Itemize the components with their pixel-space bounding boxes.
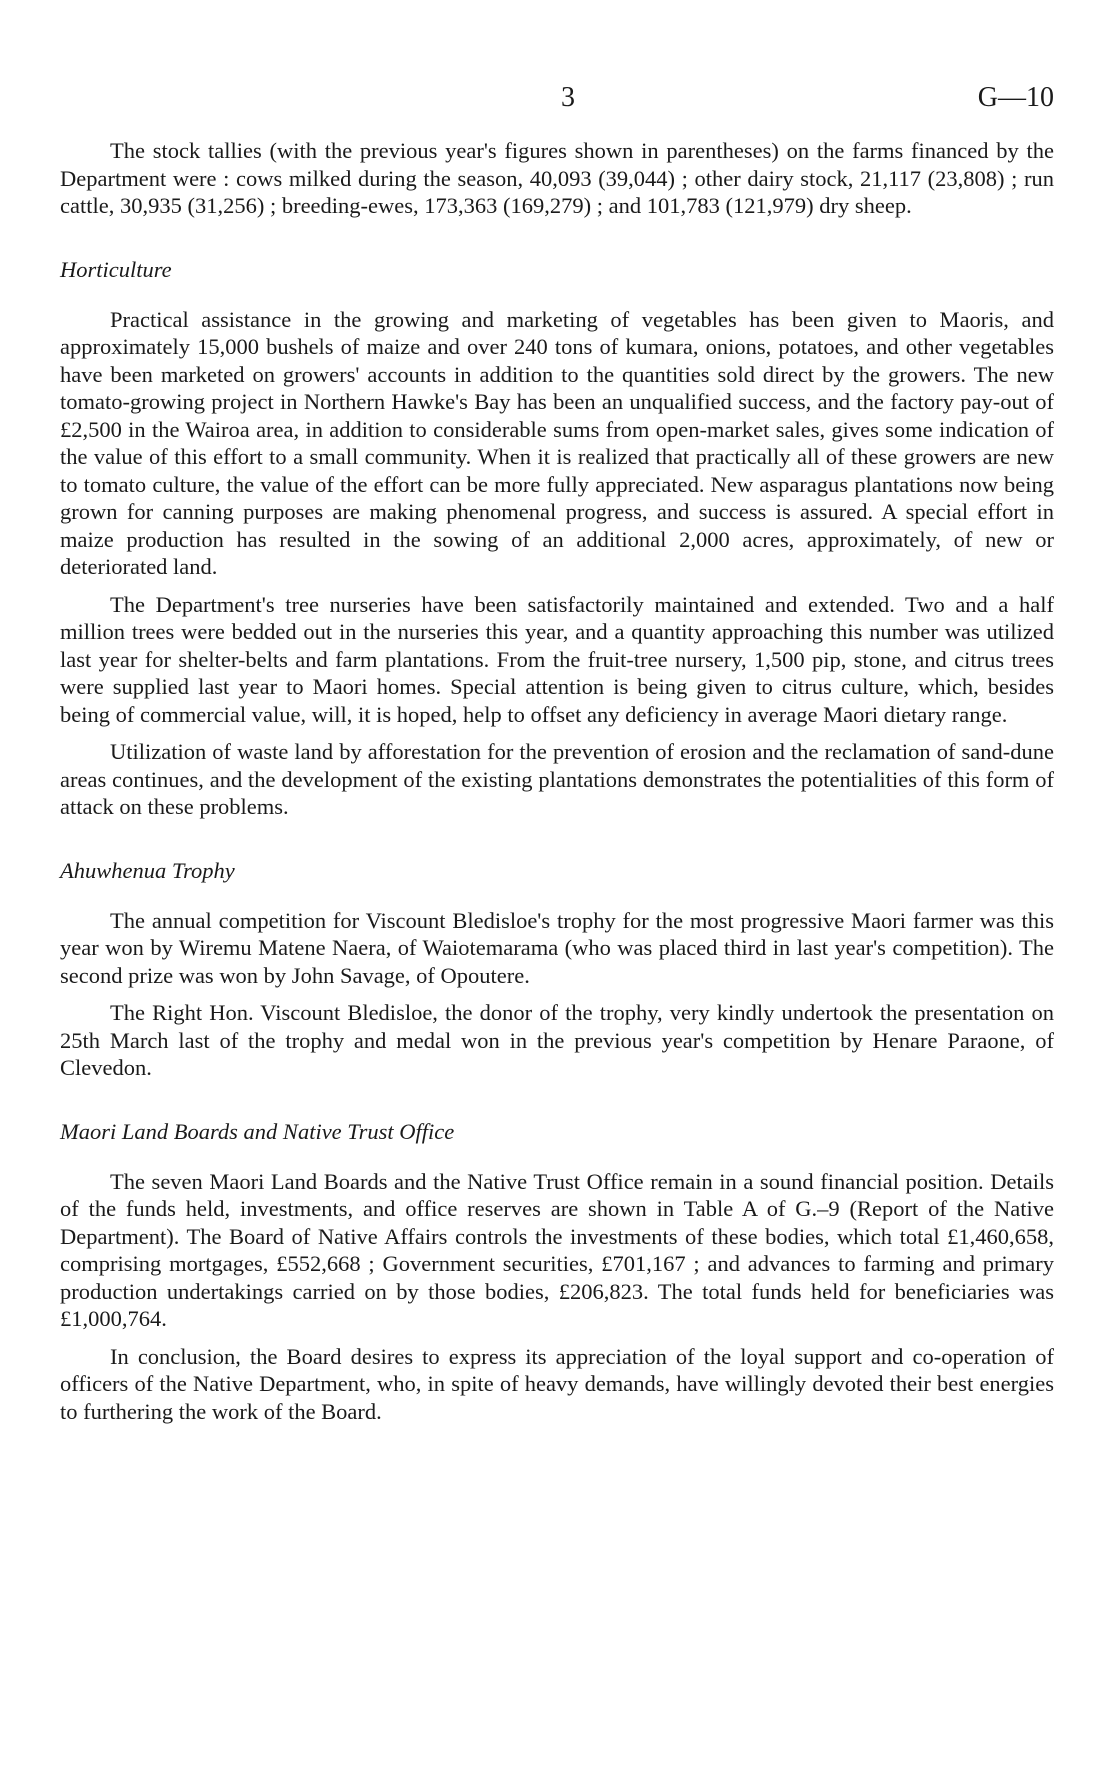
page-number: 3 <box>561 82 575 113</box>
ahuwhenua-paragraph-1: The annual competition for Viscount Bledisloe's trophy for the most progressive Maori farmer was this year won by Wiremu Matene Naera, of Waiotemarama (who was placed third in last year's competition). The second prize was won by John Savage, of Opoutere. <box>60 907 1054 988</box>
horticulture-paragraph-2: The Department's tree nurseries have been satisfactorily maintained and extended. Two and a half million trees were bedded out in the nurseries this year, and a quantity approaching this number was utilized last year for shelter-belts and farm plantations. From the fruit-tree nursery, 1,500 pip, stone, and citrus trees were supplied last year to Maori homes. Special attention is being given to citrus culture, which, besides being of commercial value, will, it is hoped, help to offset any deficiency in average Maori dietary range. <box>60 591 1054 727</box>
land-boards-paragraph-1: The seven Maori Land Boards and the Native Trust Office remain in a sound financial position. Details of the funds held, investments, and office reserves are shown in Table A of G.–9 (Report of the Native Department). The Board of Native Affairs controls the investments of these bodies, which total £1,460,658, comprising mortgages, £552,668 ; Government securities, £701,167 ; and advances to farming and primary production undertakings carried on by those bodies, £206,823. The total funds held for beneficiaries was £1,000,764. <box>60 1168 1054 1331</box>
ahuwhenua-paragraph-2: The Right Hon. Viscount Bledisloe, the donor of the trophy, very kindly undertook the presentation on 25th March last of the trophy and medal won in the previous year's competition by Henare Paraone, of Clevedon. <box>60 1000 1054 1080</box>
running-header <box>60 82 1054 122</box>
stock-tallies-paragraph: The stock tallies (with the previous year's figures shown in parentheses) on the farms financed by the Department were : cows milked during the season, 40,093 (39,044) ; other dairy stock, 21,117 (23,808) ; run cattle, 30,935 (31,256) ; breeding-ewes, 173,363 (169,279) ; and 101,783 (121,979) dry sheep. <box>60 138 1054 218</box>
horticulture-paragraph-1: Practical assistance in the growing and marketing of vegetables has been given to Maoris, and approximately 15,000 bushels of maize and over 240 tons of kumara, onions, potatoes, and other vegetables have been marketed on growers' accounts in addition to the quantities sold direct by the growers. The new tomato-growing project in Northern Hawke's Bay has been an unqualified success, and the factory pay-out of £2,500 in the Wairoa area, in addition to considerable sums from open-market sales, gives some indication of the value of this effort to a small community. When it is realized that practically all of these growers are new to tomato culture, the value of the effort can be more fully appreciated. New asparagus plantations now being grown for canning purposes are making phenomenal progress, and success is assured. A special effort in maize production has resulted in the sowing of an additional 2,000 acres, approximately, of new or deteriorated land. <box>60 306 1054 579</box>
document-reference: G—10 <box>977 82 1054 113</box>
conclusion-paragraph: In conclusion, the Board desires to express its appreciation of the loyal support and co-operation of officers of the Native Department, who, in spite of heavy demands, have willingly devoted their best energies to furthering the work of the Board. <box>60 1343 1054 1424</box>
page-body <box>60 137 1054 1425</box>
ahuwhenua-trophy-heading: Ahuwhenua Trophy <box>60 857 235 883</box>
horticulture-paragraph-3: Utilization of waste land by afforestation for the prevention of erosion and the reclamation of sand-dune areas continues, and the development of the existing plantations demonstrates the potentialities of this form of attack on these problems. <box>60 739 1054 819</box>
land-boards-heading: Maori Land Boards and Native Trust Office <box>60 1118 455 1144</box>
horticulture-heading: Horticulture <box>60 256 172 282</box>
